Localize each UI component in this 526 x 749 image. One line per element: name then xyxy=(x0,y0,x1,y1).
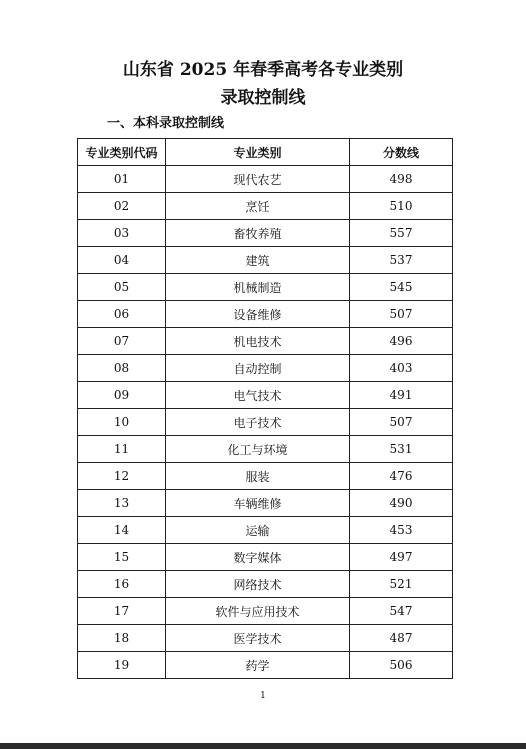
column-header-category: 专业类别 xyxy=(166,139,350,166)
table-header-row xyxy=(78,139,453,166)
table-row xyxy=(78,436,453,463)
table-row xyxy=(78,274,453,301)
cell-category: 医学技术 xyxy=(166,625,350,652)
cell-category: 设备维修 xyxy=(166,301,350,328)
section-heading: 一、本科录取控制线 xyxy=(107,116,225,131)
table-row xyxy=(78,328,453,355)
cell-code: 10 xyxy=(78,409,166,436)
cell-code: 12 xyxy=(78,463,166,490)
cell-score: 497 xyxy=(350,544,453,571)
admission-score-table xyxy=(77,138,453,679)
cell-score: 531 xyxy=(350,436,453,463)
page-number: 1 xyxy=(260,691,266,701)
cell-code: 16 xyxy=(78,571,166,598)
cell-score: 453 xyxy=(350,517,453,544)
cell-score: 557 xyxy=(350,220,453,247)
cell-category: 服装 xyxy=(166,463,350,490)
cell-score: 537 xyxy=(350,247,453,274)
cell-category: 网络技术 xyxy=(166,571,350,598)
cell-category: 电气技术 xyxy=(166,382,350,409)
cell-score: 521 xyxy=(350,571,453,598)
cell-score: 487 xyxy=(350,625,453,652)
table-row xyxy=(78,517,453,544)
table-row xyxy=(78,544,453,571)
cell-code: 02 xyxy=(78,193,166,220)
cell-code: 07 xyxy=(78,328,166,355)
table-row xyxy=(78,463,453,490)
cell-category: 化工与环境 xyxy=(166,436,350,463)
cell-score: 545 xyxy=(350,274,453,301)
cell-score: 490 xyxy=(350,490,453,517)
cell-category: 软件与应用技术 xyxy=(166,598,350,625)
cell-code: 13 xyxy=(78,490,166,517)
cell-score: 507 xyxy=(350,301,453,328)
document-title-line-1: 山东省 2025 年春季高考各专业类别 xyxy=(122,60,404,80)
column-header-score: 分数线 xyxy=(350,139,453,166)
table-row xyxy=(78,220,453,247)
cell-code: 18 xyxy=(78,625,166,652)
table-row xyxy=(78,652,453,679)
table-row xyxy=(78,166,453,193)
column-header-code: 专业类别代码 xyxy=(78,139,166,166)
cell-score: 506 xyxy=(350,652,453,679)
table-row xyxy=(78,355,453,382)
table-row xyxy=(78,193,453,220)
cell-score: 498 xyxy=(350,166,453,193)
cell-code: 04 xyxy=(78,247,166,274)
cell-code: 11 xyxy=(78,436,166,463)
cell-code: 05 xyxy=(78,274,166,301)
cell-score: 476 xyxy=(350,463,453,490)
cell-code: 15 xyxy=(78,544,166,571)
cell-code: 01 xyxy=(78,166,166,193)
cell-score: 403 xyxy=(350,355,453,382)
cell-score: 491 xyxy=(350,382,453,409)
table-row xyxy=(78,571,453,598)
cell-category: 烹饪 xyxy=(166,193,350,220)
cell-category: 自动控制 xyxy=(166,355,350,382)
cell-score: 547 xyxy=(350,598,453,625)
cell-code: 03 xyxy=(78,220,166,247)
cell-category: 畜牧养殖 xyxy=(166,220,350,247)
document-title-line-2: 录取控制线 xyxy=(220,88,306,108)
cell-category: 数字媒体 xyxy=(166,544,350,571)
table-row xyxy=(78,382,453,409)
cell-category: 机械制造 xyxy=(166,274,350,301)
cell-category: 建筑 xyxy=(166,247,350,274)
cell-code: 08 xyxy=(78,355,166,382)
cell-score: 496 xyxy=(350,328,453,355)
cell-category: 车辆维修 xyxy=(166,490,350,517)
cell-score: 510 xyxy=(350,193,453,220)
table-row xyxy=(78,625,453,652)
cell-category: 电子技术 xyxy=(166,409,350,436)
cell-code: 19 xyxy=(78,652,166,679)
cell-category: 运输 xyxy=(166,517,350,544)
table-row xyxy=(78,409,453,436)
cell-category: 机电技术 xyxy=(166,328,350,355)
cell-score: 507 xyxy=(350,409,453,436)
table-row xyxy=(78,301,453,328)
cell-category: 药学 xyxy=(166,652,350,679)
cell-code: 14 xyxy=(78,517,166,544)
cell-code: 09 xyxy=(78,382,166,409)
cell-code: 17 xyxy=(78,598,166,625)
cell-category: 现代农艺 xyxy=(166,166,350,193)
table-row xyxy=(78,598,453,625)
table-row xyxy=(78,247,453,274)
table-row xyxy=(78,490,453,517)
cell-code: 06 xyxy=(78,301,166,328)
